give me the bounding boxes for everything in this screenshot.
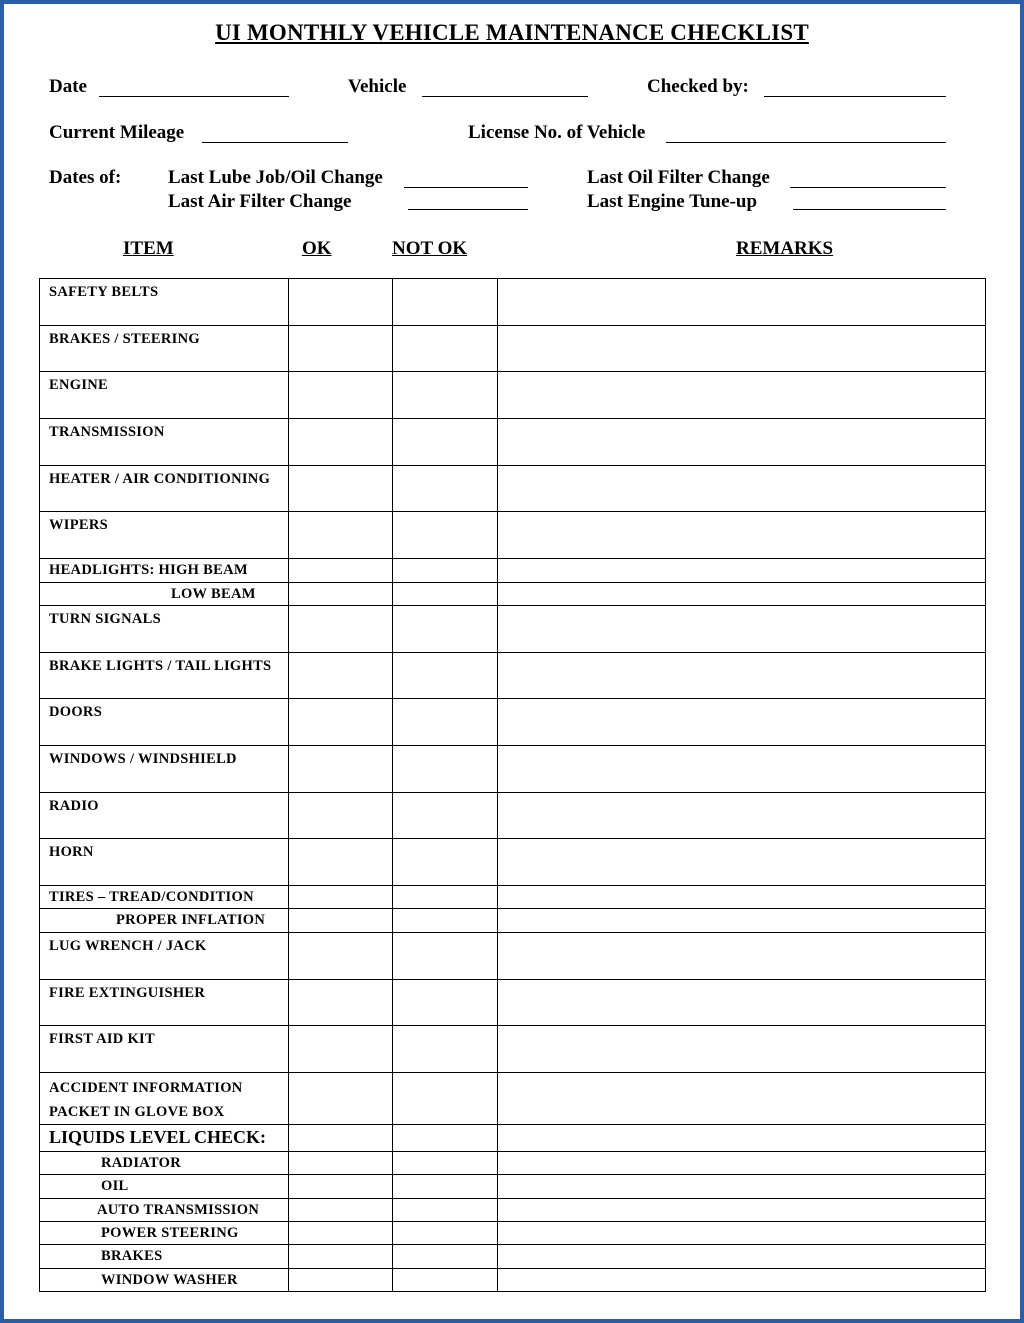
ok-cell[interactable] <box>289 325 393 372</box>
ok-cell[interactable] <box>289 372 393 419</box>
column-header-ok: OK <box>302 238 332 259</box>
item-label: SAFETY BELTS <box>49 284 159 300</box>
ok-cell[interactable] <box>289 559 393 582</box>
item-cell <box>40 909 289 932</box>
ok-cell[interactable] <box>289 699 393 746</box>
item-cell <box>40 372 289 419</box>
not-ok-cell[interactable] <box>393 419 498 466</box>
remarks-cell[interactable] <box>498 792 986 839</box>
item-cell <box>40 1222 289 1245</box>
ok-cell[interactable] <box>289 932 393 979</box>
table-row <box>40 1175 986 1198</box>
table-row <box>40 699 986 746</box>
remarks-cell[interactable] <box>498 839 986 886</box>
item-label: HEATER / AIR CONDITIONING <box>49 470 271 487</box>
item-cell <box>40 1151 289 1174</box>
not-ok-cell[interactable] <box>393 792 498 839</box>
date-field[interactable] <box>99 96 289 97</box>
item-label: BRAKE LIGHTS / TAIL LIGHTS <box>49 657 272 674</box>
not-ok-cell[interactable] <box>393 909 498 932</box>
ok-cell[interactable] <box>289 1198 393 1221</box>
page-title: UI MONTHLY VEHICLE MAINTENANCE CHECKLIST <box>215 20 809 45</box>
not-ok-cell[interactable] <box>393 1175 498 1198</box>
ok-cell[interactable] <box>289 1026 393 1073</box>
not-ok-cell[interactable] <box>393 1222 498 1245</box>
item-cell <box>40 886 289 909</box>
remarks-cell[interactable] <box>498 372 986 419</box>
ok-cell[interactable] <box>289 1151 393 1174</box>
not-ok-cell[interactable] <box>393 465 498 512</box>
ok-cell[interactable] <box>289 745 393 792</box>
table-row <box>40 745 986 792</box>
item-label: OIL <box>101 1178 129 1195</box>
item-label: WIPERS <box>49 517 109 534</box>
table-row <box>40 1198 986 1221</box>
checked-by-field[interactable] <box>764 96 946 97</box>
remarks-cell[interactable] <box>498 559 986 582</box>
not-ok-cell[interactable] <box>393 839 498 886</box>
ok-cell[interactable] <box>289 582 393 605</box>
not-ok-cell[interactable] <box>393 699 498 746</box>
ok-cell[interactable] <box>289 886 393 909</box>
item-cell <box>40 792 289 839</box>
checklist-table <box>39 278 986 1292</box>
last-tuneup-label: Last Engine Tune-up <box>587 191 758 212</box>
item-cell <box>40 605 289 652</box>
item-label: RADIATOR <box>101 1154 182 1171</box>
last-air-filter-field[interactable] <box>408 209 528 210</box>
table-row <box>40 325 986 372</box>
item-label: HORN <box>49 844 94 861</box>
item-label: BRAKES / STEERING <box>49 330 200 347</box>
item-label: LOW BEAM <box>171 585 256 602</box>
item-cell <box>40 839 289 886</box>
item-cell <box>40 582 289 605</box>
not-ok-cell[interactable] <box>393 1268 498 1291</box>
ok-cell[interactable] <box>289 792 393 839</box>
not-ok-cell[interactable] <box>393 1198 498 1221</box>
ok-cell[interactable] <box>289 1175 393 1198</box>
item-cell <box>40 419 289 466</box>
table-row <box>40 1026 986 1073</box>
license-label: License No. of Vehicle <box>468 122 646 143</box>
ok-cell[interactable] <box>289 1222 393 1245</box>
remarks-cell[interactable] <box>498 1151 986 1174</box>
item-cell <box>40 1124 289 1151</box>
remarks-cell[interactable] <box>498 582 986 605</box>
ok-cell[interactable] <box>289 465 393 512</box>
item-label-line2: PACKET IN GLOVE BOX <box>49 1103 225 1120</box>
ok-cell[interactable] <box>289 909 393 932</box>
not-ok-cell[interactable] <box>393 559 498 582</box>
table-row <box>40 979 986 1026</box>
table-row <box>40 1268 986 1291</box>
table-row <box>40 279 986 326</box>
column-header-not-ok: NOT OK <box>392 238 468 259</box>
remarks-cell[interactable] <box>498 512 986 559</box>
table-row <box>40 1151 986 1174</box>
last-oil-filter-label: Last Oil Filter Change <box>587 167 770 188</box>
item-cell <box>40 279 289 326</box>
item-cell <box>40 932 289 979</box>
not-ok-cell[interactable] <box>393 582 498 605</box>
table-row <box>40 1072 986 1124</box>
item-label: BRAKES <box>101 1248 163 1265</box>
table-row <box>40 839 986 886</box>
item-label: HEADLIGHTS: HIGH BEAM <box>49 562 248 579</box>
remarks-cell[interactable] <box>498 909 986 932</box>
item-label: WINDOW WASHER <box>101 1271 238 1288</box>
remarks-cell[interactable] <box>498 1245 986 1268</box>
last-lube-field[interactable] <box>404 187 528 188</box>
ok-cell[interactable] <box>289 1072 393 1124</box>
current-mileage-label: Current Mileage <box>49 122 185 143</box>
item-cell <box>40 1026 289 1073</box>
not-ok-cell[interactable] <box>393 325 498 372</box>
remarks-cell[interactable] <box>498 1175 986 1198</box>
ok-cell[interactable] <box>289 1245 393 1268</box>
table-row <box>40 886 986 909</box>
item-cell <box>40 325 289 372</box>
table-row <box>40 909 986 932</box>
remarks-cell[interactable] <box>498 1072 986 1124</box>
vehicle-label: Vehicle <box>348 76 407 97</box>
remarks-cell[interactable] <box>498 932 986 979</box>
not-ok-cell[interactable] <box>393 745 498 792</box>
last-tuneup-field[interactable] <box>793 209 946 210</box>
current-mileage-field[interactable] <box>202 142 348 143</box>
not-ok-cell[interactable] <box>393 605 498 652</box>
remarks-cell[interactable] <box>498 652 986 699</box>
item-label: POWER STEERING <box>101 1225 239 1242</box>
item-cell <box>40 1268 289 1291</box>
table-row <box>40 582 986 605</box>
item-cell <box>40 979 289 1026</box>
remarks-cell[interactable] <box>498 979 986 1026</box>
item-cell <box>40 1245 289 1268</box>
remarks-cell[interactable] <box>498 1124 986 1151</box>
item-cell <box>40 465 289 512</box>
item-cell <box>40 512 289 559</box>
not-ok-cell[interactable] <box>393 652 498 699</box>
not-ok-cell[interactable] <box>393 1072 498 1124</box>
remarks-cell[interactable] <box>498 1222 986 1245</box>
vehicle-field[interactable] <box>422 96 588 97</box>
remarks-cell[interactable] <box>498 605 986 652</box>
dates-of-label: Dates of: <box>49 167 122 188</box>
not-ok-cell[interactable] <box>393 1245 498 1268</box>
not-ok-cell[interactable] <box>393 372 498 419</box>
item-label: TIRES – TREAD/CONDITION <box>49 889 254 906</box>
table-row <box>40 1245 986 1268</box>
remarks-cell[interactable] <box>498 886 986 909</box>
table-row <box>40 932 986 979</box>
table-row <box>40 792 986 839</box>
item-cell <box>40 652 289 699</box>
not-ok-cell[interactable] <box>393 932 498 979</box>
item-cell <box>40 1175 289 1198</box>
ok-cell[interactable] <box>289 1124 393 1151</box>
item-cell <box>40 1072 289 1124</box>
ok-cell[interactable] <box>289 605 393 652</box>
license-field[interactable] <box>666 142 946 143</box>
not-ok-cell[interactable] <box>393 512 498 559</box>
item-label: FIRST AID KIT <box>49 1031 155 1048</box>
ok-cell[interactable] <box>289 652 393 699</box>
remarks-cell[interactable] <box>498 279 986 326</box>
table-row <box>40 652 986 699</box>
not-ok-cell[interactable] <box>393 1026 498 1073</box>
remarks-cell[interactable] <box>498 419 986 466</box>
table-row <box>40 559 986 582</box>
not-ok-cell[interactable] <box>393 1124 498 1151</box>
item-label: WINDOWS / WINDSHIELD <box>49 750 237 767</box>
remarks-cell[interactable] <box>498 699 986 746</box>
table-row <box>40 419 986 466</box>
table-row <box>40 372 986 419</box>
not-ok-cell[interactable] <box>393 979 498 1026</box>
item-label: AUTO TRANSMISSION <box>97 1201 260 1218</box>
remarks-cell[interactable] <box>498 325 986 372</box>
last-oil-filter-field[interactable] <box>790 187 946 188</box>
item-label: RADIO <box>49 797 99 814</box>
ok-cell[interactable] <box>289 1268 393 1291</box>
date-label: Date <box>49 76 87 97</box>
item-label: FIRE EXTINGUISHER <box>49 984 206 1001</box>
item-cell <box>40 745 289 792</box>
table-row <box>40 1124 986 1151</box>
item-label: TURN SIGNALS <box>49 610 161 627</box>
item-label: TRANSMISSION <box>49 424 165 441</box>
item-label: DOORS <box>49 704 103 721</box>
table-row <box>40 465 986 512</box>
item-cell <box>40 1198 289 1221</box>
ok-cell[interactable] <box>289 512 393 559</box>
not-ok-cell[interactable] <box>393 1151 498 1174</box>
item-label: ACCIDENT INFORMATION <box>49 1079 243 1096</box>
ok-cell[interactable] <box>289 419 393 466</box>
remarks-cell[interactable] <box>498 745 986 792</box>
item-label: PROPER INFLATION <box>116 912 266 929</box>
table-row <box>40 605 986 652</box>
last-air-filter-label: Last Air Filter Change <box>168 191 352 212</box>
not-ok-cell[interactable] <box>393 279 498 326</box>
checked-by-label: Checked by: <box>647 76 749 97</box>
item-cell <box>40 699 289 746</box>
item-label: LIQUIDS LEVEL CHECK: <box>49 1126 267 1147</box>
remarks-cell[interactable] <box>498 1026 986 1073</box>
table-row <box>40 1222 986 1245</box>
table-row <box>40 512 986 559</box>
remarks-cell[interactable] <box>498 1268 986 1291</box>
column-header-item: ITEM <box>123 238 174 259</box>
item-label: LUG WRENCH / JACK <box>49 937 207 954</box>
remarks-cell[interactable] <box>498 1198 986 1221</box>
column-header-remarks: REMARKS <box>736 238 834 259</box>
ok-cell[interactable] <box>289 979 393 1026</box>
remarks-cell[interactable] <box>498 465 986 512</box>
item-cell <box>40 559 289 582</box>
item-label: ENGINE <box>49 377 109 394</box>
ok-cell[interactable] <box>289 839 393 886</box>
not-ok-cell[interactable] <box>393 886 498 909</box>
ok-cell[interactable] <box>289 279 393 326</box>
last-lube-label: Last Lube Job/Oil Change <box>168 167 383 188</box>
